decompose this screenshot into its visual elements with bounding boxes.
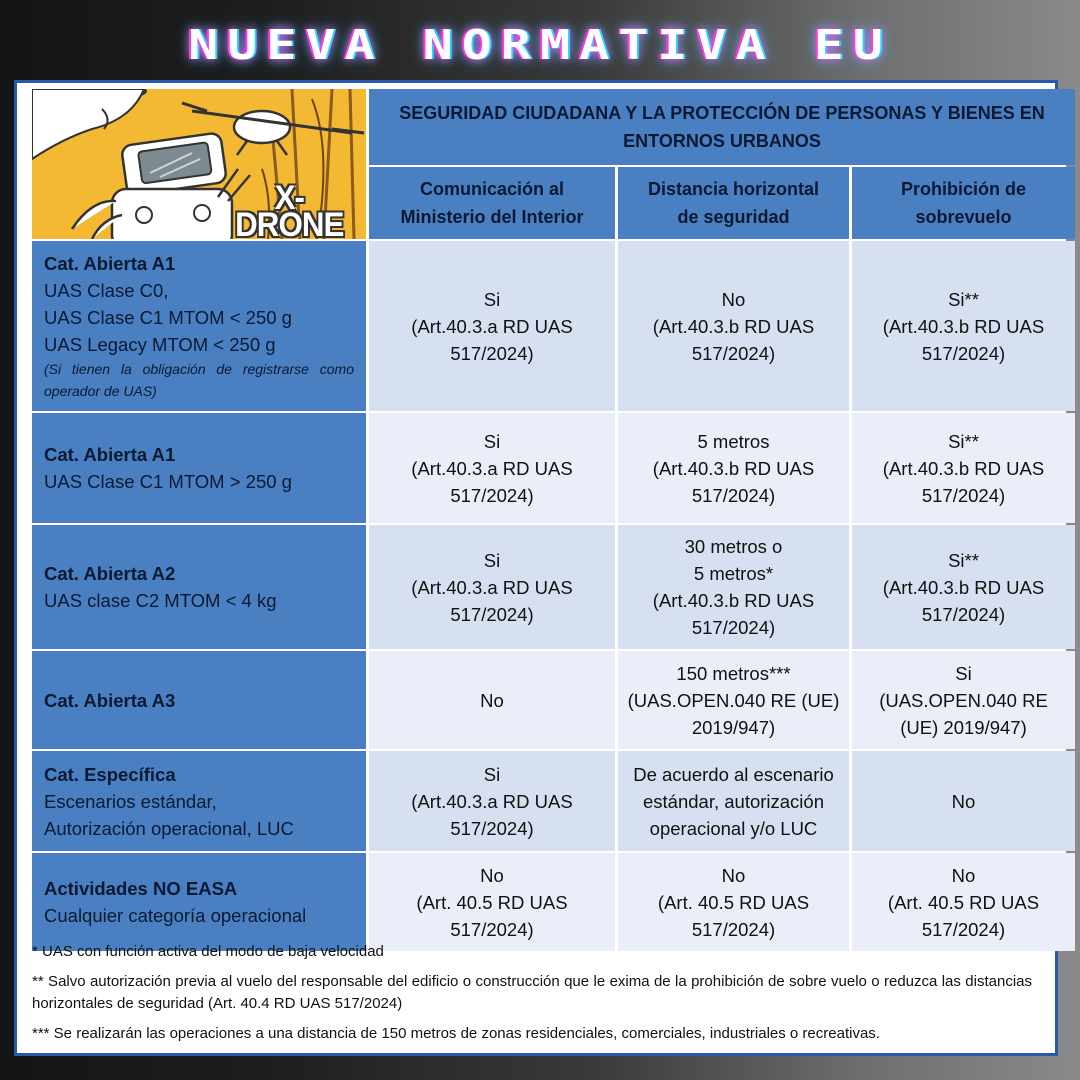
table-cell-line: 2019/947) xyxy=(691,716,776,738)
table-cell-line: No xyxy=(951,864,976,886)
table-cell-line: Si xyxy=(955,662,972,684)
row-subtitle: UAS clase C2 MTOM < 4 kg xyxy=(44,590,277,611)
row-subtitle: UAS Legacy MTOM < 250 g xyxy=(44,334,276,355)
row-label xyxy=(32,853,366,951)
row-subtitle: UAS Clase C1 MTOM > 250 g xyxy=(44,471,292,492)
row-category: Cat. Abierta A1 xyxy=(44,253,176,274)
column-header xyxy=(618,167,849,239)
row-label xyxy=(32,751,366,851)
table-cell-line: 517/2024) xyxy=(450,817,534,839)
column-header-line: sobrevuelo xyxy=(915,207,1012,227)
table-cell-line: (UAS.OPEN.040 RE (UE) xyxy=(627,689,840,711)
row-category: Cat. Abierta A3 xyxy=(44,689,176,711)
logo-illustration xyxy=(32,89,366,239)
table-cell-line: 517/2024) xyxy=(691,918,776,940)
table-cell-line: 517/2024) xyxy=(450,484,534,506)
table-cell xyxy=(852,751,1075,851)
table-cell-line: 517/2024) xyxy=(921,342,1006,364)
table-cell xyxy=(369,751,615,851)
x-drone-logo: X-DRONE xyxy=(235,179,344,239)
table-cell-line: 517/2024) xyxy=(450,918,534,940)
table-cell-line: (Art.40.3.b RD UAS xyxy=(652,315,815,337)
table-cell-line: 5 metros* xyxy=(693,563,774,584)
table-cell-line: 150 metros*** xyxy=(676,662,791,684)
table-cell-line: (Art.40.3.b RD UAS xyxy=(882,457,1045,479)
table-cell xyxy=(852,413,1075,523)
table-cell-line: (Art. 40.5 RD UAS xyxy=(657,891,810,913)
table-cell xyxy=(852,853,1075,951)
footnote: * UAS con función activa del modo de baja velocidad xyxy=(32,943,384,960)
table-cell-line: 517/2024) xyxy=(921,918,1006,940)
column-header-line: Prohibición de xyxy=(900,179,1026,199)
table-cell xyxy=(369,853,615,951)
table-cell xyxy=(618,241,849,411)
table-cell xyxy=(369,651,615,749)
row-label xyxy=(32,651,366,749)
table-cell-line: Si** xyxy=(948,288,979,310)
table-cell-line: Si xyxy=(483,549,501,571)
banner-title: NUEVA NORMATIVA EU xyxy=(188,21,892,69)
table-cell-line: No xyxy=(480,689,504,711)
footnote: *** Se realizarán las operaciones a una distancia de 150 metros de zonas residenciales, comerciales, industriales o recreativas. xyxy=(32,1025,880,1042)
table-cell-line: 517/2024) xyxy=(921,603,1006,625)
table-cell xyxy=(618,853,849,951)
table-cell-line: (Art.40.3.a RD UAS xyxy=(411,790,573,812)
column-header-line: Ministerio del Interior xyxy=(400,207,584,227)
row-subtitle: Cualquier categoría operacional xyxy=(44,905,307,926)
table-cell-line: (Art. 40.5 RD UAS xyxy=(416,891,568,913)
column-header-line: Comunicación al xyxy=(419,179,565,199)
table-cell-line: Si xyxy=(483,430,501,452)
table-cell xyxy=(618,413,849,523)
table-cell-line: 517/2024) xyxy=(691,342,776,364)
row-category: Cat. Abierta A2 xyxy=(44,563,176,584)
table-cell xyxy=(369,241,615,411)
table-cell-line: No xyxy=(721,288,746,310)
table-cell-line: estándar, autorización xyxy=(642,790,824,812)
table-cell-line: Si** xyxy=(948,430,979,452)
row-category: Cat. Específica xyxy=(44,763,176,785)
row-category: Cat. Abierta A1 xyxy=(44,444,176,465)
row-category: Actividades NO EASA xyxy=(44,878,238,899)
table-cell xyxy=(618,751,849,851)
table-cell-line: Si xyxy=(483,763,501,785)
table-cell-line: No xyxy=(721,864,746,886)
table-cell-line: No xyxy=(480,864,504,886)
footnotes xyxy=(32,941,1032,1053)
table-cell-line: (Art.40.3.b RD UAS xyxy=(882,315,1045,337)
table-cell-line: (Art.40.3.a RD UAS xyxy=(411,576,573,598)
table-cell-line: (Art.40.3.a RD UAS xyxy=(411,457,573,479)
table-cell xyxy=(618,651,849,749)
footnote: ** Salvo autorización previa al vuelo del responsable del edificio o construcción que le exima de la prohibición de sobre vuelo o reduzca las distancias horizontales de seguridad (Art. 40.4 RD UAS 517/2024) xyxy=(32,973,1032,1012)
table-cell xyxy=(369,525,615,649)
row-label xyxy=(32,413,366,523)
table-cell-line: (Art. 40.5 RD UAS xyxy=(887,891,1040,913)
table-cell-line: 517/2024) xyxy=(691,484,776,506)
table-cell xyxy=(618,525,849,649)
table-cell xyxy=(852,651,1075,749)
table-cell xyxy=(852,241,1075,411)
row-label xyxy=(32,525,366,649)
table-cell-line: 517/2024) xyxy=(921,484,1006,506)
row-note: (Si tienen la obligación de registrarse como operador de UAS) xyxy=(44,361,354,399)
table-cell-line: 30 metros o xyxy=(684,536,783,557)
table-cell-line: De acuerdo al escenario xyxy=(633,763,834,785)
table-cell-line: 517/2024) xyxy=(691,617,776,638)
table-cell xyxy=(852,525,1075,649)
row-subtitle: Escenarios estándar, xyxy=(44,790,217,812)
table-cell-line: Si xyxy=(483,288,501,310)
regulation-table xyxy=(32,89,1066,951)
table-cell-line: 517/2024) xyxy=(450,603,534,625)
normativa-panel xyxy=(14,80,1058,1056)
table-cell-line: operacional y/o LUC xyxy=(649,817,818,839)
table-cell-line: 517/2024) xyxy=(450,342,534,364)
row-subtitle: Autorización operacional, LUC xyxy=(44,817,294,839)
table-cell-line: Si** xyxy=(948,549,979,571)
table-cell-line: (UE) 2019/947) xyxy=(900,716,1027,738)
table-cell-line: (Art.40.3.a RD UAS xyxy=(411,315,573,337)
column-header-line: Distancia horizontal xyxy=(647,179,820,199)
table-title: SEGURIDAD CIUDADANA Y LA PROTECCIÓN DE PERSONAS Y BIENES EN ENTORNOS URBANOS xyxy=(369,89,1075,165)
table-cell-line: 5 metros xyxy=(697,430,770,452)
table-cell xyxy=(369,413,615,523)
row-subtitle: UAS Clase C0, xyxy=(44,280,169,301)
table-cell-line: (Art.40.3.b RD UAS xyxy=(882,576,1045,598)
table-cell-line: (Art.40.3.b RD UAS xyxy=(652,590,815,611)
column-header xyxy=(369,167,615,239)
table-cell-line: No xyxy=(951,790,976,812)
column-header-line: de seguridad xyxy=(677,207,790,227)
table-cell-line: (UAS.OPEN.040 RE xyxy=(879,689,1048,711)
row-subtitle: UAS Clase C1 MTOM < 250 g xyxy=(44,307,292,328)
row-label xyxy=(32,241,366,411)
column-header xyxy=(852,167,1075,239)
table-cell-line: (Art.40.3.b RD UAS xyxy=(652,457,815,479)
